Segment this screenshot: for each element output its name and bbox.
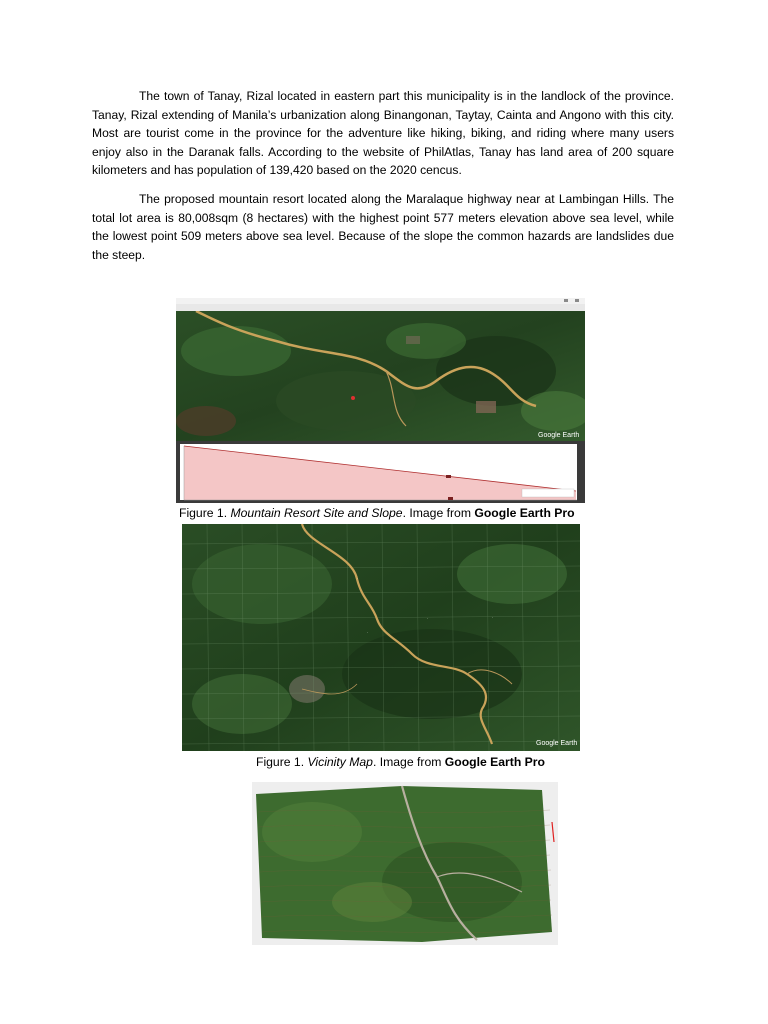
caption-source: Google Earth Pro — [444, 755, 545, 769]
caption-prefix: Figure 1. — [256, 755, 308, 769]
elevation-profile-graph — [176, 441, 585, 503]
figure-2-caption — [256, 754, 545, 770]
caption-title: Mountain Resort Site and Slope — [230, 506, 403, 520]
satellite-map-view — [176, 311, 585, 441]
vicinity-map-figure — [182, 524, 580, 751]
minimize-icon — [564, 299, 568, 302]
caption-middle: . Image from — [402, 506, 475, 520]
caption-title: Vicinity Map — [307, 755, 373, 769]
svg-text:·: · — [427, 616, 429, 621]
body-paragraph-2 — [92, 190, 674, 264]
figure-1-caption — [179, 505, 575, 521]
terrain-3d-model-figure — [252, 782, 558, 945]
caption-source: Google Earth Pro — [474, 506, 575, 520]
body-paragraph-1 — [92, 87, 674, 180]
paragraph-2-text: The proposed mountain resort located along the Maralaque highway near at Lambingan Hills. The total lot area is 80,008sqm (8 hectares) with the highest point 577 meters elevation above sea level, while the lowest point 509 meters above sea level. Because of the slope the common hazards are landslides due the steep. — [92, 192, 674, 262]
paragraph-1-text: The town of Tanay, Rizal located in eastern part this municipality is in the landlock of the province. Tanay, Rizal extending of Manila’s urbanization along Binangonan, Taytay, Cainta and Angono with this city. Most are tourist come in the province for the adventure like hiking, biking, and riding where many users enjoy also in the Daranak falls. According to the website of PhilAtlas, Tanay has land area of 200 square kilometers and has population of 139,420 based on the 2020 cencus. — [92, 89, 674, 178]
svg-text:·: · — [492, 615, 494, 620]
caption-prefix: Figure 1. — [179, 506, 231, 520]
map-brand-label: Google Earth — [538, 432, 580, 439]
close-icon — [575, 299, 579, 302]
svg-text:·: · — [357, 576, 359, 581]
site-slope-figure — [176, 298, 585, 503]
map-brand-label: Google Earth — [536, 740, 578, 747]
window-menubar — [176, 304, 585, 311]
svg-text:·: · — [367, 630, 369, 635]
caption-middle: . Image from — [372, 755, 445, 769]
